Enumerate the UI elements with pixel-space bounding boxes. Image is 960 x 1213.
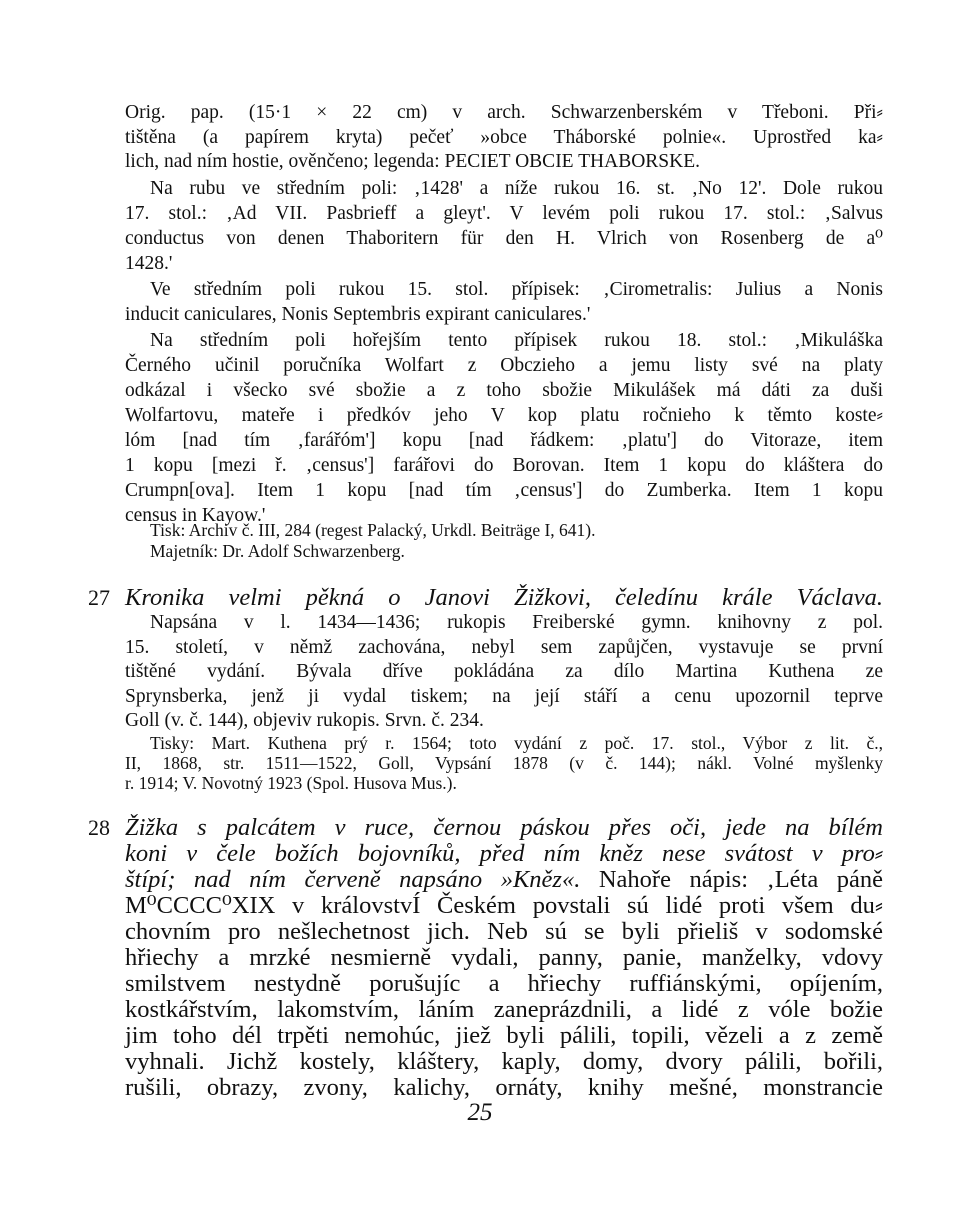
print-reference: Tisk: Archiv č. III, 284 (regest Palacký, Urkdl. Beiträge I, 641). [150,520,596,540]
text-line: tištěna (a papírem kryta) pečeť »obce Tháborské polnie«. Uprostřed ka⸗ [125,127,883,148]
text-line: rušili, obrazy, zvony, kalichy, ornáty, knihy mešné, monstrancie [125,1074,883,1101]
text-line: Sprynsberka, jenž ji vydal tiskem; na její stáří a cenu upozornil teprve [125,686,883,707]
entry-title: Žižka s palcátem v ruce, černou páskou přes oči, jede na bílém [125,814,883,841]
entry-title-end: štípí; nad ním červeně napsáno »Kněz«. [125,866,581,893]
text-line: M⁰CCCC⁰XIX v královstvÍ Českém povstali sú lidé proti všem du⸗ [125,892,883,919]
text-line: Goll (v. č. 144), objeviv rukopis. Srvn. č. 234. [125,710,484,731]
text-line: Na rubu ve středním poli: ‚1428' a níže rukou 16. st. ‚No 12'. Dole rukou [150,178,883,199]
text-line: Černého učinil poručníka Wolfart z Obczieho a jemu listy své na platy [125,355,883,376]
text-line: Na středním poli hořejším tento přípisek rukou 18. stol.: ‚Mikuláška [150,330,883,351]
text-line: Crumpn[ova]. Item 1 kopu [nad tím ‚census'] do Zumberka. Item 1 kopu [125,480,883,501]
owner-note: Majetník: Dr. Adolf Schwarzenberg. [150,541,405,561]
text-line: Ve středním poli rukou 15. stol. přípisek: ‚Cirometralis: Julius a Nonis [150,279,883,300]
print-reference: II, 1868, str. 1511—1522, Goll, Vypsání 1878 (v č. 144); nákl. Volné myšlenky [125,753,883,773]
text-line: Wolfartovu, mateře i předkóv jeho V kop platu ročnieho k těmto koste⸗ [125,405,883,426]
text-line: 1428.' [125,253,173,274]
print-reference: Tisky: Mart. Kuthena prý r. 1564; toto vydání z poč. 17. stol., Výbor z lit. č., [150,733,883,753]
entry-number: 27 [88,585,110,610]
text-line: vyhnali. Jichž kostely, kláštery, kaply, domy, dvory pálili, bořili, [125,1048,883,1075]
text-line [125,866,883,894]
text-line: chovním pro nešlechetnost jich. Neb sú se byli přieliš v sodomské [125,918,883,945]
print-reference: r. 1914; V. Novotný 1923 (Spol. Husova Mus.). [125,773,457,793]
text-line: lóm [nad tím ‚farářóm'] kopu [nad řádkem: ‚platu'] do Vitoraze, item [125,430,883,451]
entry-number: 28 [88,815,110,840]
text-line: tištěné vydání. Bývala dříve pokládána za dílo Martina Kuthena ze [125,661,883,682]
text-line: smilstvem nestydně porušujíc a hřiechy ruffiánskými, opíjením, [125,970,883,997]
text-line: odkázal i všecko své sbožie a z toho sbožie Mikulášek má dáti za duši [125,380,883,401]
text-line: kostkářstvím, lakomstvím, láním zaneprázdnili, a lidé z vóle božie [125,996,883,1023]
text-line: inducit caniculares, Nonis Septembris expirant caniculares.' [125,304,591,325]
text-line: lich, nad ním hostie, ověnčeno; legenda: PECIET OBCIE THABORSKE. [125,151,701,172]
text-line: Orig. pap. (15·1 × 22 cm) v arch. Schwarzenberském v Třeboni. Při⸗ [125,102,883,123]
page-number: 25 [467,1099,493,1126]
entry-title: Kronika velmi pěkná o Janovi Žižkovi, čeledínu krále Václava. [125,584,883,611]
text-line: Napsána v l. 1434—1436; rukopis Freiberské gymn. knihovny z pol. [150,612,883,633]
entry-title: koni v čele božích bojovníků, před ním kněz nese svátost v pro⸗ [125,840,883,867]
text-line: 15. století, v němž zachována, nebyl sem zapůjčen, vystavuje se první [125,637,883,658]
text-line: hřiechy a mrzké nesmierně vydali, panny, panie, manželky, vdovy [125,944,883,971]
text-line: census in Kayow.' [125,505,266,526]
text-fragment: Nahoře nápis: ‚Léta páně [580,866,883,893]
text-line: conductus von denen Thaboritern für den H. Vlrich von Rosenberg de a⁰ [125,228,883,249]
text-line: 17. stol.: ‚Ad VII. Pasbrieff a gleyt'. V levém poli rukou 17. stol.: ‚Salvus [125,203,883,224]
text-line: jim toho dél trpěti nemohúc, jiež byli pálili, topili, vězeli a z země [125,1022,883,1049]
text-line: 1 kopu [mezi ř. ‚census'] farářovi do Borovan. Item 1 kopu do kláštera do [125,455,883,476]
